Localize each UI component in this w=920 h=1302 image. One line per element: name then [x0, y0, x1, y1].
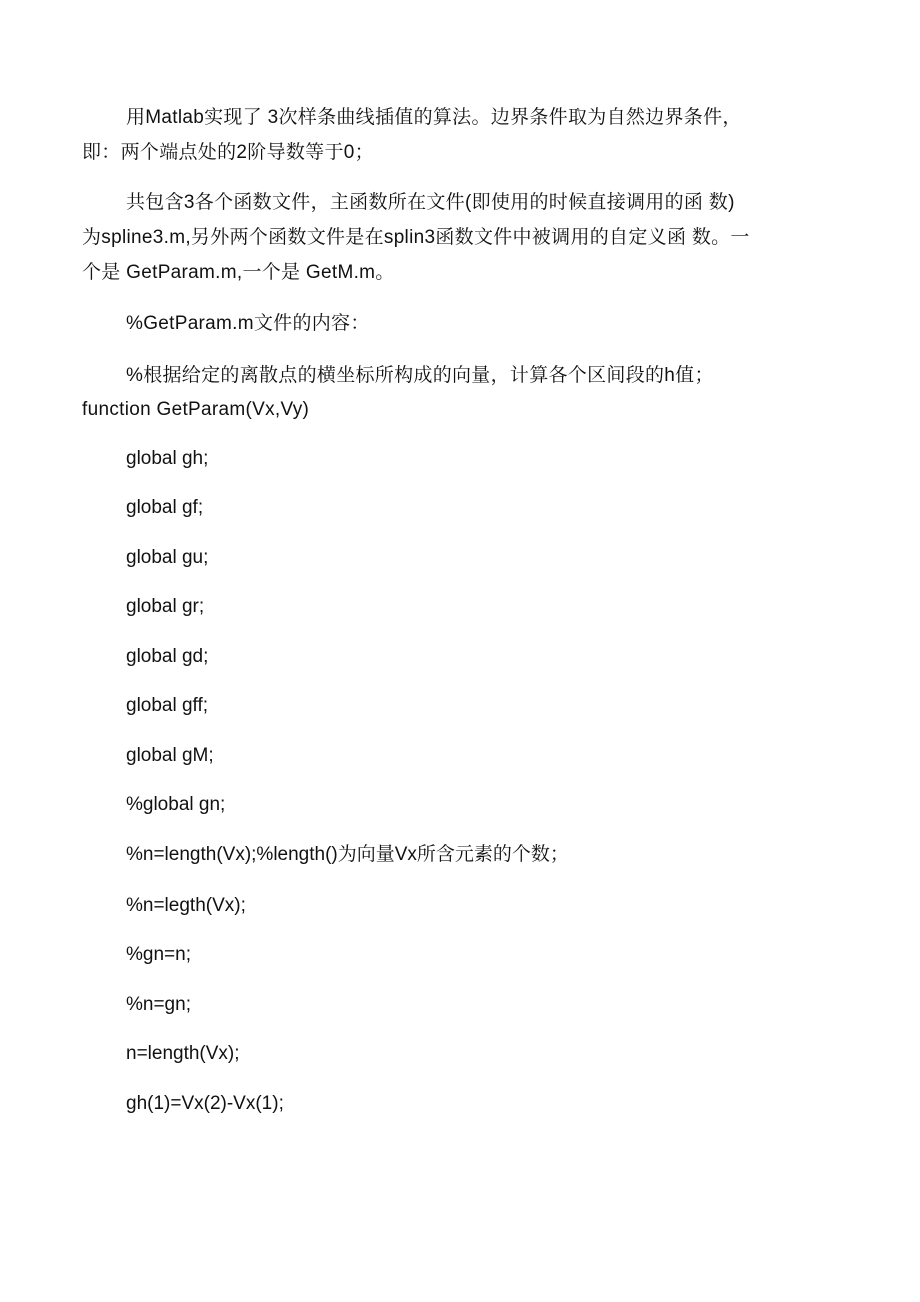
code-line: %n=legth(Vx); [126, 895, 246, 916]
code-line: %global gn; [126, 794, 226, 815]
code-line: global gff; [126, 695, 209, 716]
code-line: %n=gn; [126, 994, 191, 1015]
intro-line-2: 即：两个端点处的2阶导数等于0； [82, 142, 374, 163]
files-line-1: 共包含3各个函数文件，主函数所在文件(即使用的时候直接调用的函 数) [126, 192, 735, 213]
code-line: global gh; [126, 448, 209, 469]
code-line: global gr; [126, 596, 205, 617]
intro-line-1: 用Matlab实现了 3次样条曲线插值的算法。边界条件取为自然边界条件， [126, 107, 742, 128]
code-line: global gf; [126, 497, 204, 518]
files-line-3: 个是 GetParam.m,一个是 GetM.m。 [82, 262, 395, 283]
code-line: %n=length(Vx);%length()为向量Vx所含元素的个数； [126, 844, 569, 865]
code-line: n=length(Vx); [126, 1043, 240, 1064]
function-declaration: function GetParam(Vx,Vy) [82, 399, 310, 420]
code-line: global gu; [126, 547, 209, 568]
comment-line: %根据给定的离散点的横坐标所构成的向量，计算各个区间段的h值； [126, 365, 714, 386]
code-line: gh(1)=Vx(2)-Vx(1); [126, 1093, 284, 1114]
code-line: global gM; [126, 745, 214, 766]
files-line-2: 为spline3.m,另外两个函数文件是在splin3函数文件中被调用的自定义函 数。一 [82, 227, 750, 248]
code-line: global gd; [126, 646, 209, 667]
file-heading: %GetParam.m文件的内容： [126, 313, 370, 334]
code-line: %gn=n; [126, 944, 191, 965]
